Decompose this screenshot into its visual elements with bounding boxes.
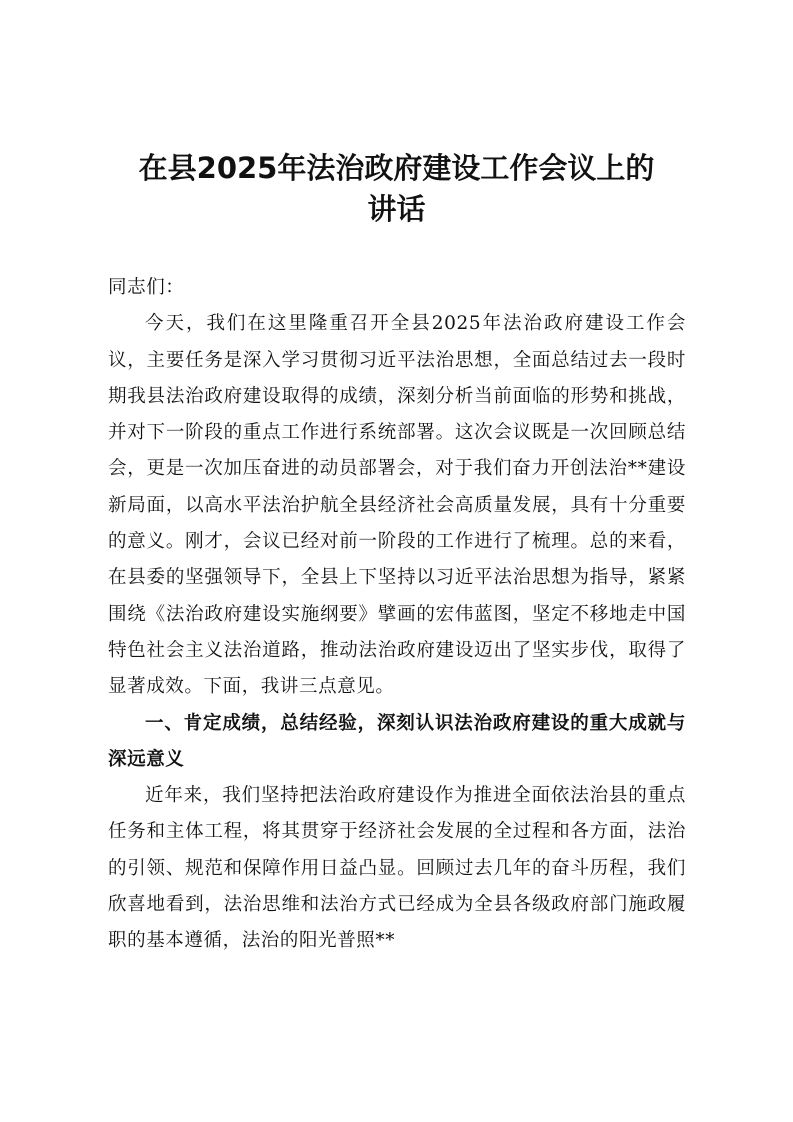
paragraph-section-1: 近年来，我们坚持把法治政府建设作为推进全面依法治县的重点任务和主体工程，将其贯穿于经济社会发展的全过程和各方面，法治的引领、规范和保障作用日益凸显。回顾过去几年的奋斗历程，我们欣喜地看到，法治思维和法治方式已经成为全县各级政府部门施政履职的基本遵循，法治的阳光普照** [108,785,686,952]
document-body [108,270,686,960]
title-line-1: 在县2025年法治政府建设工作会议上的 [138,151,655,185]
section-heading-1: 一、肯定成绩，总结经验，深刻认识法治政府建设的重大成就与深远意义 [108,712,686,770]
salutation: 同志们： [108,277,185,298]
paragraph-intro: 今天，我们在这里隆重召开全县2025年法治政府建设工作会议，主要任务是深入学习贯彻习近平法治思想，全面总结过去一段时期我县法治政府建设取得的成绩，深刻分析当前面临的形势和挑战，并对下一阶段的重点工作进行系统部署。这次会议既是一次回顾总结会，更是一次加压奋进的动员部署会，对于我们奋力开创法治**建设新局面，以高水平法治护航全县经济社会高质量发展，具有十分重要的意义。刚才，会议已经对前一阶段的工作进行了梳理。总的来看，在县委的坚强领导下，全县上下坚持以习近平法治思想为指导，紧紧围绕《法治政府建设实施纲要》擘画的宏伟蓝图，坚定不移地走中国特色社会主义法治道路，推动法治政府建设迈出了坚实步伐，取得了显著成效。下面，我讲三点意见。 [108,313,686,698]
title-line-2: 讲话 [367,192,426,226]
document-title [90,148,703,230]
